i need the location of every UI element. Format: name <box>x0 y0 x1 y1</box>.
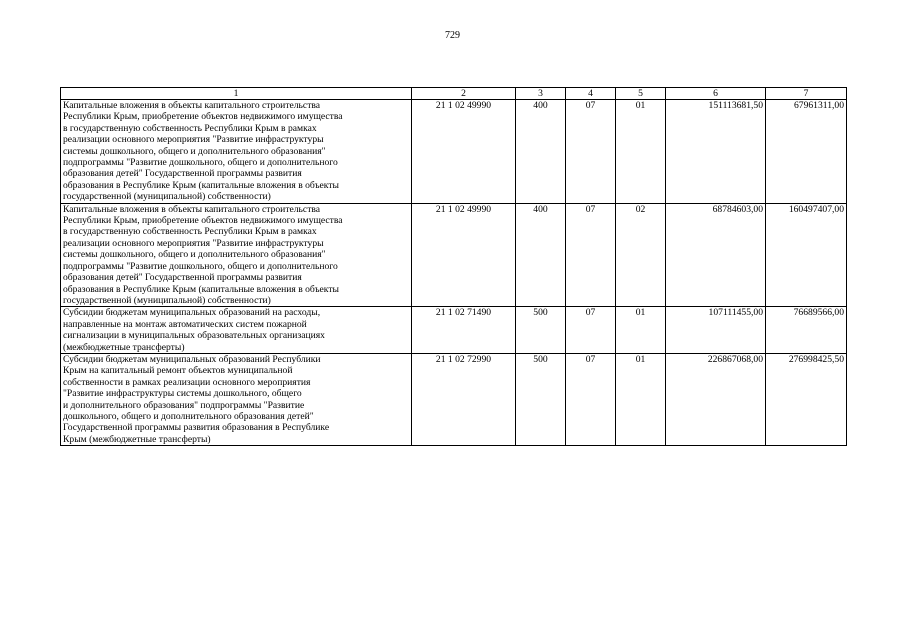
row-description: Капитальные вложения в объекты капитального строительства Республики Крым, приобретение объектов недвижимого имущества в государственную собственность Республики Крым в рамках реализации основного мероприятия "Развитие инфраструктуры системы дошкольного, общего и дополнительного образования" подпрограммы "Развитие дошкольного, общего и дополнительного образования детей" Государственной программы развития образования в Республике Крым (капитальные вложения в объекты государственной (муниципальной) собственности) <box>61 100 412 204</box>
table-row <box>61 203 847 307</box>
row-col-5: 01 <box>616 307 666 354</box>
header-col-3: 3 <box>516 88 566 100</box>
header-col-6: 6 <box>666 88 766 100</box>
header-col-4: 4 <box>566 88 616 100</box>
row-col-3: 500 <box>516 307 566 354</box>
row-description: Капитальные вложения в объекты капитального строительства Республики Крым, приобретение объектов недвижимого имущества в государственную собственность Республики Крым в рамках реализации основного мероприятия "Развитие инфраструктуры системы дошкольного, общего и дополнительного образования" подпрограммы "Развитие дошкольного, общего и дополнительного образования детей" Государственной программы развития образования в Республике Крым (капитальные вложения в объекты государственной (муниципальной) собственности) <box>61 203 412 307</box>
row-code: 21 1 02 71490 <box>412 307 516 354</box>
row-col-7: 276998425,50 <box>766 353 847 445</box>
row-code: 21 1 02 49990 <box>412 100 516 204</box>
table-row <box>61 307 847 354</box>
row-col-3: 500 <box>516 353 566 445</box>
row-col-4: 07 <box>566 203 616 307</box>
row-code: 21 1 02 49990 <box>412 203 516 307</box>
row-col-5: 01 <box>616 353 666 445</box>
header-col-7: 7 <box>766 88 847 100</box>
row-col-4: 07 <box>566 100 616 204</box>
table-row <box>61 100 847 204</box>
row-col-3: 400 <box>516 203 566 307</box>
row-col-6: 107111455,00 <box>666 307 766 354</box>
row-col-7: 160497407,00 <box>766 203 847 307</box>
row-col-7: 76689566,00 <box>766 307 847 354</box>
table-row <box>61 353 847 445</box>
header-col-2: 2 <box>412 88 516 100</box>
row-col-6: 151113681,50 <box>666 100 766 204</box>
header-col-1: 1 <box>61 88 412 100</box>
row-col-4: 07 <box>566 353 616 445</box>
row-col-6: 226867068,00 <box>666 353 766 445</box>
row-description: Субсидии бюджетам муниципальных образований Республики Крым на капитальный ремонт объектов муниципальной собственности в рамках реализации основного мероприятия "Развитие инфраструктуры системы дошкольного, общего и дополнительного образования" подпрограммы "Развитие дошкольного, общего и дополнительного образования детей" Государственной программы развития образования в Республике Крым (межбюджетные трансферты) <box>61 353 412 445</box>
row-col-3: 400 <box>516 100 566 204</box>
row-col-5: 01 <box>616 100 666 204</box>
row-col-6: 68784603,00 <box>666 203 766 307</box>
page-number: 729 <box>445 30 460 41</box>
header-col-5: 5 <box>616 88 666 100</box>
row-col-7: 67961311,00 <box>766 100 847 204</box>
row-col-5: 02 <box>616 203 666 307</box>
header-row <box>61 88 847 100</box>
row-code: 21 1 02 72990 <box>412 353 516 445</box>
row-description: Субсидии бюджетам муниципальных образований на расходы, направленные на монтаж автоматических систем пожарной сигнализации в муниципальных образовательных организациях (межбюджетные трансферты) <box>61 307 412 354</box>
row-col-4: 07 <box>566 307 616 354</box>
budget-table <box>60 87 847 446</box>
